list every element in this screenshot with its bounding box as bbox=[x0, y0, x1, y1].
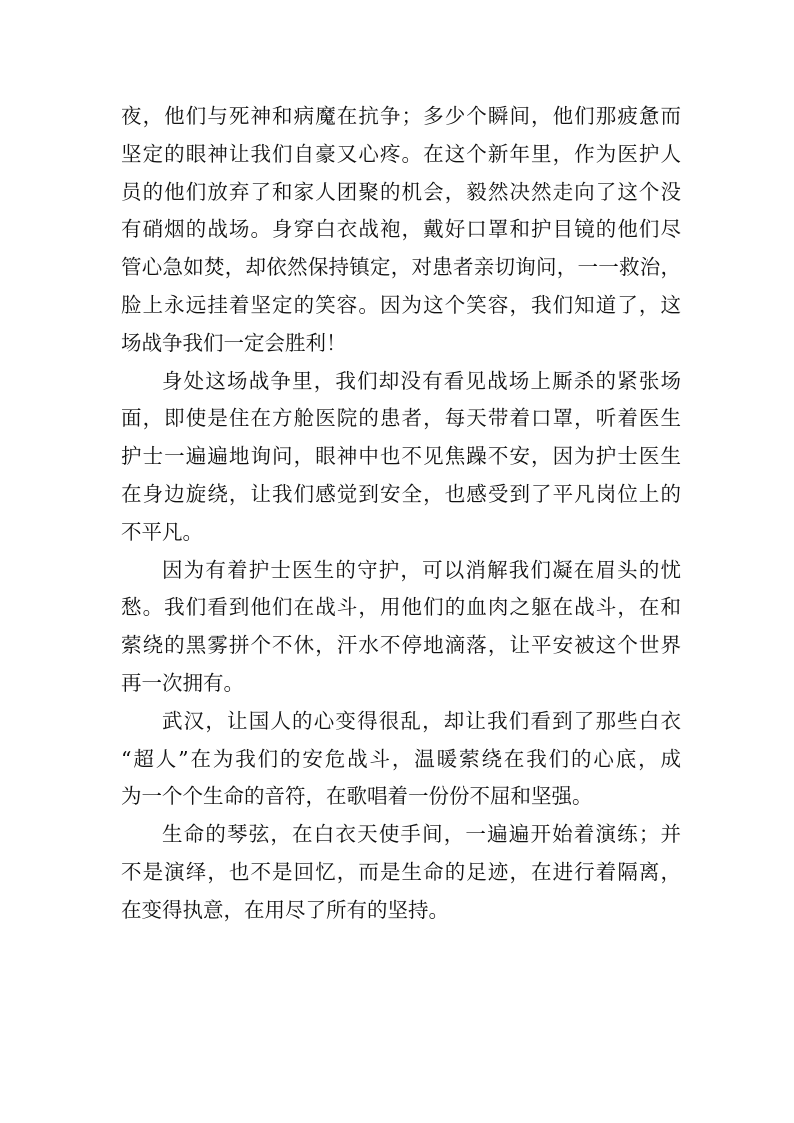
body-text bbox=[121, 98, 681, 930]
text-line: 有硝烟的战场。身穿白衣战袍，戴好口罩和护目镜的他们尽 bbox=[121, 217, 681, 242]
text-line: 愁。我们看到他们在战斗，用他们的血肉之躯在战斗，在和 bbox=[121, 595, 681, 620]
text-line: 再一次拥有。 bbox=[121, 670, 244, 695]
text-line: 在身边旋绕，让我们感觉到安全，也感受到了平凡岗位上的 bbox=[121, 481, 681, 506]
text-line: 脸上永远挂着坚定的笑容。因为这个笑容，我们知道了，这 bbox=[121, 292, 681, 317]
text-line: 因为有着护士医生的守护，可以消解我们凝在眉头的忧 bbox=[162, 557, 681, 582]
text-line: 夜，他们与死神和病魔在抗争；多少个瞬间，他们那疲惫而 bbox=[121, 104, 681, 128]
text-line: 为一个个生命的音符，在歌唱着一份份不屈和坚强。 bbox=[121, 784, 593, 809]
text-line: 护士一遍遍地询问，眼神中也不见焦躁不安，因为护士医生 bbox=[121, 444, 681, 469]
text-line: 生命的琴弦，在白衣天使手间，一遍遍开始着演练；并 bbox=[162, 822, 681, 847]
text-line: 身处这场战争里，我们却没有看见战场上厮杀的紧张场 bbox=[162, 368, 681, 393]
text-line: 坚定的眼神让我们自豪又心疼。在这个新年里，作为医护人 bbox=[121, 141, 681, 166]
text-line: 不是演绎，也不是回忆，而是生命的足迹，在进行着隔离， bbox=[121, 859, 681, 884]
text-line: 面，即使是住在方舱医院的患者，每天带着口罩，听着医生 bbox=[121, 406, 681, 431]
text-line: 员的他们放弃了和家人团聚的机会，毅然决然走向了这个没 bbox=[121, 179, 681, 204]
text-line: 萦绕的黑雾拼个不休，汗水不停地滴落，让平安被这个世界 bbox=[121, 633, 681, 658]
text-line: 不平凡。 bbox=[121, 519, 203, 544]
text-line: 场战争我们一定会胜利！ bbox=[121, 330, 347, 355]
text-line: 在变得执意，在用尽了所有的坚持。 bbox=[121, 897, 449, 922]
text-line: 武汉，让国人的心变得很乱，却让我们看到了那些白衣 bbox=[162, 708, 681, 733]
text-line: 管心急如焚，却依然保持镇定，对患者亲切询问，一一救治， bbox=[121, 255, 681, 280]
text-line: “超人”在为我们的安危战斗，温暖萦绕在我们的心底，成 bbox=[121, 746, 681, 771]
